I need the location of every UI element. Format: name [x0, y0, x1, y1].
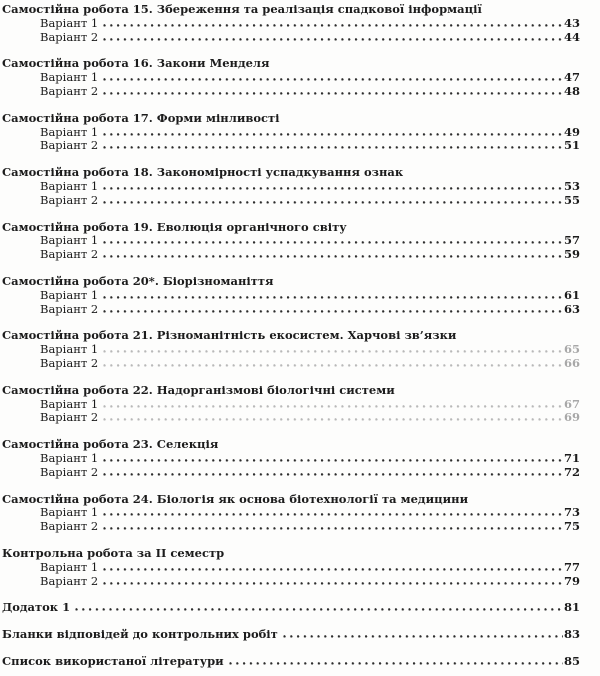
toc-section	[2, 57, 580, 98]
toc-item-row	[2, 655, 580, 669]
dot-leader	[103, 417, 563, 421]
toc-item-title: Список використаної літератури	[2, 653, 224, 668]
toc-variant-row	[2, 466, 580, 480]
toc-item-page: 83	[563, 627, 580, 642]
toc-section-title: Самостійна робота 15. Збереження та реалізація спадкової інформації	[2, 2, 482, 16]
toc-variant-row	[2, 411, 580, 425]
toc-variant-row	[2, 234, 580, 248]
toc-section	[2, 384, 580, 425]
dot-leader	[103, 309, 563, 313]
dot-leader	[103, 581, 563, 585]
dot-leader	[103, 91, 563, 95]
dot-leader	[75, 607, 563, 611]
toc-variant-row	[2, 17, 580, 31]
toc-variant-page: 44	[563, 29, 580, 44]
toc-variant-label: Варіант 2	[40, 301, 99, 316]
dot-leader	[103, 200, 563, 204]
toc-variant-row	[2, 71, 580, 85]
toc-variant-page: 49	[563, 124, 580, 139]
toc-variant-row	[2, 126, 580, 140]
toc-section-title: Самостійна робота 17. Форми мінливості	[2, 110, 280, 125]
toc-variant-page: 61	[563, 287, 580, 302]
toc-variant-row	[2, 139, 580, 153]
toc-variant-page: 53	[563, 178, 580, 193]
toc-variant-row	[2, 398, 580, 412]
toc-variant-row	[2, 180, 580, 194]
toc-section	[2, 438, 580, 479]
toc-variant-label: Варіант 2	[40, 519, 99, 534]
toc-variant-row	[2, 452, 580, 466]
toc-variant-page: 66	[563, 355, 580, 370]
toc-variant-label: Варіант 1	[40, 70, 99, 85]
toc-variant-page: 55	[563, 192, 580, 207]
toc-variant-page: 48	[563, 83, 580, 98]
dot-leader	[103, 77, 563, 81]
toc-section-title: Самостійна робота 19. Еволюція органічного світу	[2, 219, 347, 234]
toc-section-title: Самостійна робота 23. Селекція	[2, 437, 219, 452]
toc-variant-page: 47	[563, 70, 580, 85]
toc-variant-row	[2, 289, 580, 303]
toc-variant-page: 67	[563, 396, 580, 411]
dot-leader	[103, 472, 563, 476]
toc-variant-label: Варіант 2	[40, 247, 99, 262]
dot-leader	[229, 661, 563, 665]
dot-leader	[103, 512, 563, 516]
toc-variant-row	[2, 561, 580, 575]
toc-variant-label: Варіант 2	[40, 410, 99, 425]
toc-variant-page: 72	[563, 464, 580, 479]
toc-item-page: 85	[563, 653, 580, 668]
dot-leader	[103, 145, 563, 149]
toc-section	[2, 547, 580, 588]
toc-variant-page: 57	[563, 233, 580, 248]
toc-section	[2, 166, 580, 207]
toc-variant-page: 59	[563, 247, 580, 262]
toc-variant-label: Варіант 1	[40, 178, 99, 193]
toc-section	[2, 275, 580, 316]
toc-item-title: Додаток 1	[2, 600, 71, 615]
toc-variant-page: 51	[563, 138, 580, 153]
toc-variant-row	[2, 194, 580, 208]
toc-section-title: Самостійна робота 24. Біологія як основа біотехнології та медицини	[2, 491, 469, 506]
toc-variant-page: 63	[563, 301, 580, 316]
toc-variant-label: Варіант 2	[40, 138, 99, 153]
toc-variant-row	[2, 520, 580, 534]
toc-section-title: Самостійна робота 21. Різноманітність екосистем. Харчові зв’язки	[2, 328, 457, 343]
toc-variant-page: 69	[563, 410, 580, 425]
toc-variant-label: Варіант 1	[40, 287, 99, 302]
dot-leader	[103, 567, 563, 571]
dot-leader	[103, 240, 563, 244]
toc-item-row	[2, 628, 580, 642]
toc-variant-label: Варіант 2	[40, 573, 99, 588]
toc-variant-row	[2, 343, 580, 357]
dot-leader	[103, 363, 563, 367]
dot-leader	[103, 23, 563, 27]
toc-section	[2, 3, 580, 44]
toc-variant-label: Варіант 2	[40, 83, 99, 98]
toc-section	[2, 329, 580, 370]
dot-leader	[103, 458, 563, 462]
dot-leader	[103, 404, 563, 408]
toc-variant-label: Варіант 2	[40, 464, 99, 479]
toc-variant-page: 71	[563, 450, 580, 465]
toc-variant-label: Варіант 2	[40, 29, 99, 44]
toc-variant-page: 65	[563, 342, 580, 357]
dot-leader	[103, 132, 563, 136]
toc-variant-label: Варіант 2	[40, 355, 99, 370]
toc-variant-page: 77	[563, 559, 580, 574]
toc-variant-page: 79	[563, 573, 580, 588]
toc-item-title: Бланки відповідей до контрольних робіт	[2, 627, 278, 642]
toc-variant-row	[2, 506, 580, 520]
toc-variant-label: Варіант 1	[40, 15, 99, 30]
toc-variant-row	[2, 575, 580, 589]
toc-variant-label: Варіант 1	[40, 559, 99, 574]
toc-section-title: Самостійна робота 20*. Біорізноманіття	[2, 273, 274, 288]
toc-variant-label: Варіант 1	[40, 450, 99, 465]
toc-variant-row	[2, 85, 580, 99]
toc-variant-label: Варіант 1	[40, 396, 99, 411]
toc-section-title: Самостійна робота 18. Закономірності успадкування ознак	[2, 165, 404, 180]
dot-leader	[283, 634, 563, 638]
toc-variant-row	[2, 357, 580, 371]
toc-item-row	[2, 601, 580, 615]
toc-section-title: Контрольна робота за ІІ семестр	[2, 545, 225, 560]
toc-section	[2, 493, 580, 534]
toc-item-page: 81	[563, 600, 580, 615]
toc-variant-label: Варіант 1	[40, 342, 99, 357]
toc-section-title: Самостійна робота 22. Надорганізмові біологічні системи	[2, 382, 395, 397]
toc-variant-label: Варіант 1	[40, 233, 99, 248]
toc-section-title: Самостійна робота 16. Закони Менделя	[2, 56, 270, 71]
dot-leader	[103, 295, 563, 299]
toc-list	[2, 3, 580, 669]
toc-variant-row	[2, 31, 580, 45]
toc-variant-row	[2, 248, 580, 262]
dot-leader	[103, 186, 563, 190]
dot-leader	[103, 526, 563, 530]
toc-section	[2, 221, 580, 262]
toc-section	[2, 112, 580, 153]
toc-variant-page: 43	[563, 15, 580, 30]
dot-leader	[103, 254, 563, 258]
toc-variant-row	[2, 303, 580, 317]
dot-leader	[103, 37, 563, 41]
toc-variant-label: Варіант 2	[40, 192, 99, 207]
dot-leader	[103, 349, 563, 353]
toc-variant-label: Варіант 1	[40, 505, 99, 520]
toc-variant-page: 73	[563, 505, 580, 520]
toc-variant-label: Варіант 1	[40, 124, 99, 139]
toc-variant-page: 75	[563, 519, 580, 534]
